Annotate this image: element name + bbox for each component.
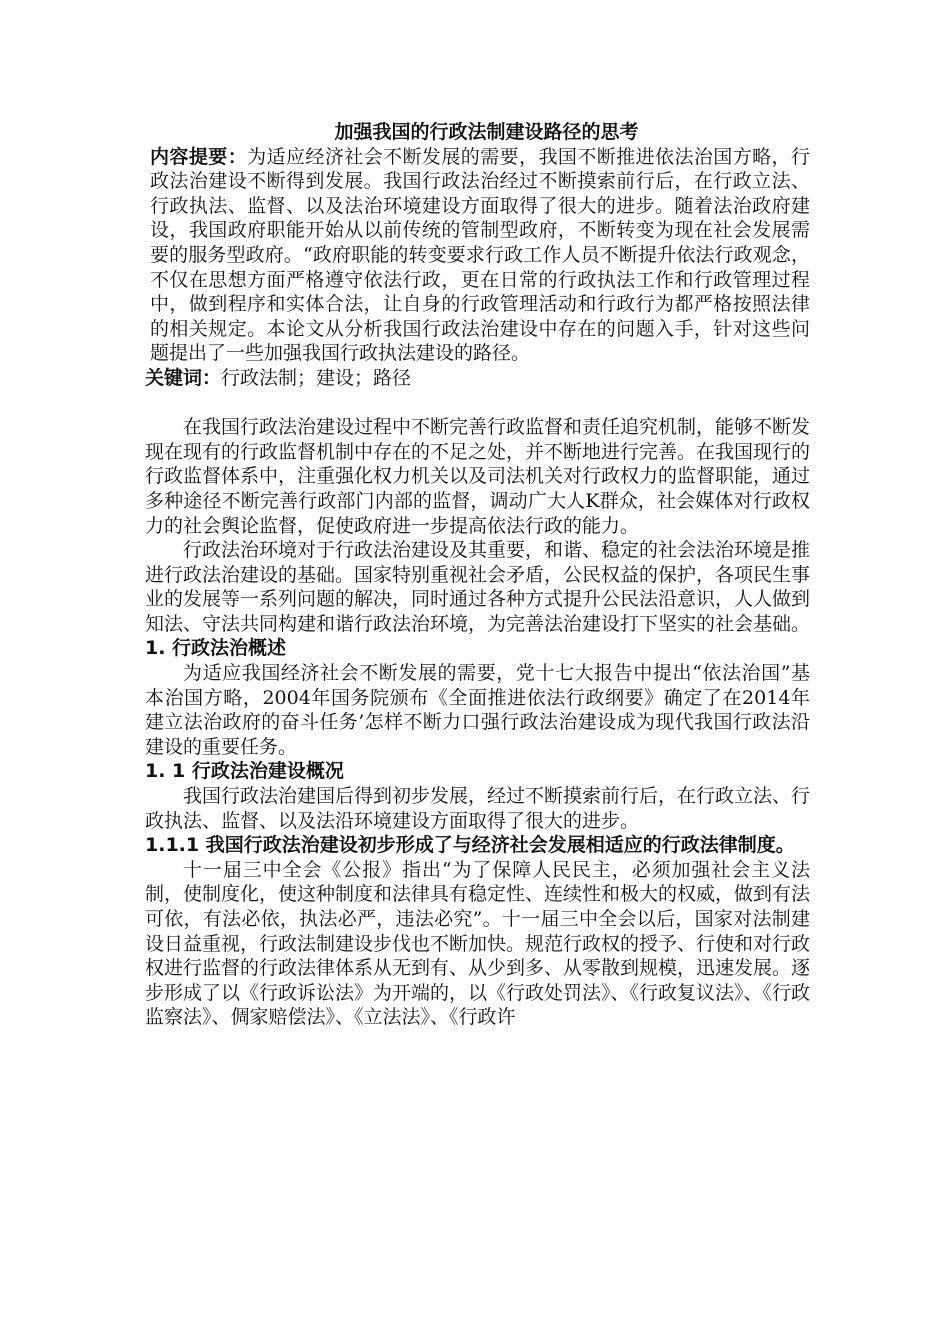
intro-paragraph: 行政法治环境对于行政法治建设及其重要，和谐、稳定的社会法治环境是推进行政法治建设的基础。国家特别重视社会矛盾，公民权益的保护，各项民生事业的发展等一系列问题的解决，同时通过各种方式提升公民法沿意识，人人做到知法、守法共同构建和谐行政法治环境，为完善法治建设打下坚实的社会基础。	[145, 539, 811, 635]
keywords-label: 关键词：	[145, 366, 222, 389]
document-page	[145, 120, 810, 1030]
keywords-text: 行政法制；建设；路径	[221, 366, 412, 389]
section-heading-1: 1. 行政法治概述	[145, 637, 287, 660]
intro-paragraph: 在我国行政法治建设过程中不断完善行政监督和责任追究机制，能够不断发现在现有的行政监督机制中存在的不足之处，并不断地进行完善。在我国现行的行政监督体系中，注重强化权力机关以及司法机关对行政权力的监督职能，通过多种途径不断完善行政部门内部的监督，调动广大人K群众，社会媒体对行政权力的社会舆论监督，促使政府进一步提高依法行政的能力。	[145, 416, 811, 537]
section-paragraph-1-1: 我国行政法治建国后得到初步发展，经过不断摸索前行后，在行政立法、行政执法、监督、以及法沿环境建设方面取得了很大的进步。	[145, 785, 811, 832]
section-paragraph-1: 为适应我国经济社会不断发展的需要，党十七大报告中提出“依法治国”基本治国方略，2004年国务院颁布《全面推进依法行政纲要》确定了在2014年建立法治政府的奋斗任务’怎样不断力口强行政法治建设成为现代我国行政法沿建设的重要任务。	[145, 662, 810, 758]
abstract-label: 内容提要：	[150, 145, 248, 168]
section-heading-1-1-1: 1.1.1 我国行政法治建设初步形成了与经济社会发展相适应的行政法律制度。	[145, 834, 795, 857]
abstract-text: 为适应经济社会不断发展的需要，我国不断推进依法治国方略，行政法治建设不断得到发展。我国行政法治经过不断摸索前行后，在行政立法、行政执法、监督、以及法治环境建设方面取得了很大的进步。随着法治政府建设，我国政府职能开始从以前传统的管制型政府，不断转变为现在社会发展需要的服务型政府。“政府职能的转变要求行政工作人员不断提升依法行政观念，不仅在思想方面严格遵守依法行政，更在日常的行政执法工作和行政管理过程中，做到程序和实体合法，让自身的行政管理活动和行政行为都严格按照法律的相关规定。本论文从分析我国行政法治建设中存在的问题入手，针对这些问题提出了一些加强我国行政执法建设的路径。	[150, 145, 810, 365]
page-title: 加强我国的行政法制建设路径的思考	[334, 121, 639, 143]
abstract	[145, 145, 810, 366]
keywords	[145, 366, 810, 391]
section-paragraph-1-1-1: 十一届三中全会《公报》指出“为了保障人民民主，必须加强社会主义法制，使制度化，使这种制度和法律具有稳定性、连续性和极大的权威，做到有法可依，有法必依，执法必严，违法必究”。十一届三中全会以后，国家对法制建设日益重视，行政法制建设步伐也不断加快。规范行政权的授予、行使和对行政权进行监督的行政法律体系从无到有、从少到多、从零散到规模，迅速发展。逐步形成了以《行政诉讼法》为开端的，以《行政处罚法》、《行政复议法》、《行政监察法》、倜家赔偿法》、《立法法》、《行政许	[145, 858, 811, 1029]
section-heading-1-1: 1. 1 行政法治建设概况	[145, 760, 344, 783]
